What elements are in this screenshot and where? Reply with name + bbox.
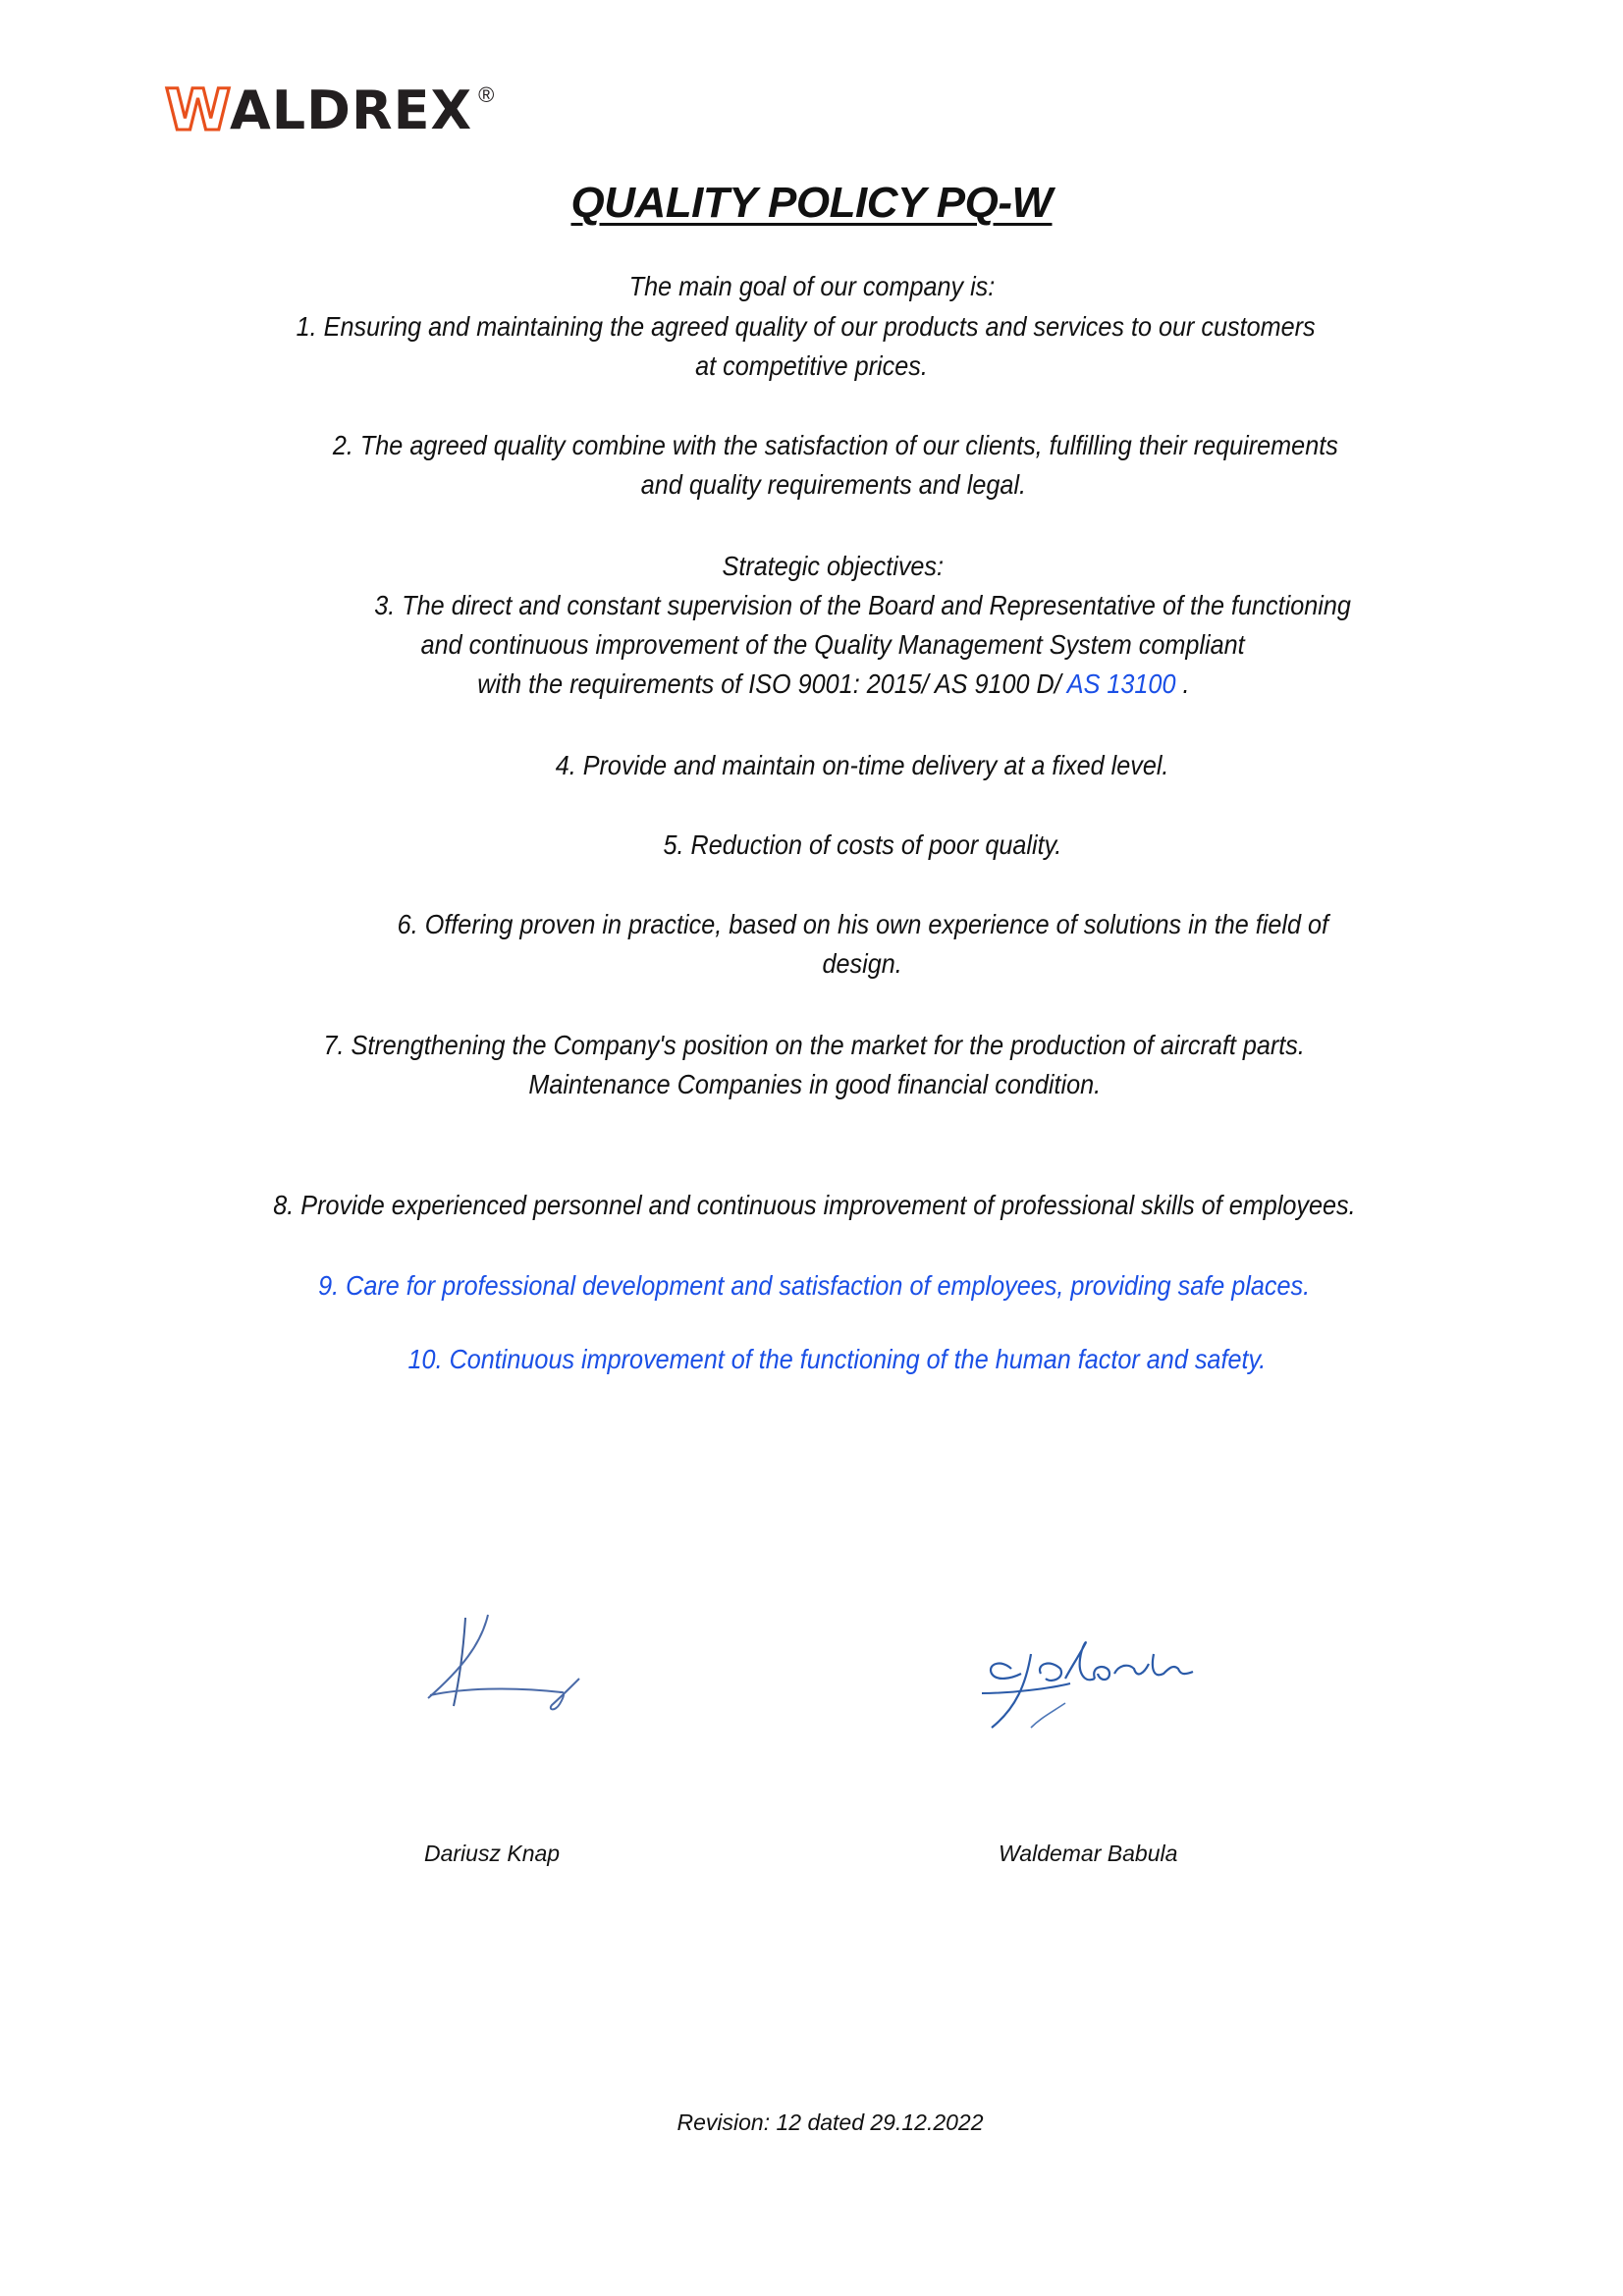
policy-item-4: 4. Provide and maintain on-time delivery at a fixed level. (556, 750, 1169, 780)
signatory-name-1: Dariusz Knap (424, 1841, 561, 1866)
policy-item-3-line-1: 3. The direct and constant supervision of the Board and Representative of the functioning (374, 590, 1351, 620)
strategic-objectives-heading: Strategic objectives: (722, 551, 945, 581)
as13100-highlight: AS 13100 (1066, 668, 1176, 699)
policy-item-3-line-2: and continuous improvement of the Quality Management System compliant (420, 629, 1246, 660)
policy-item-6-line-1: 6. Offering proven in practice, based on his own experience of solutions in the field of (397, 909, 1328, 939)
policy-item-1-line-1: 1. Ensuring and maintaining the agreed quality of our products and services to our customers (296, 311, 1316, 342)
registered-mark: ® (478, 82, 495, 107)
policy-item-8: 8. Provide experienced personnel and continuous improvement of professional skills of employees. (273, 1190, 1356, 1220)
policy-item-3-line-3: with the requirements of ISO 9001: 2015/ AS 9100 D/ AS 13100 . (476, 668, 1190, 699)
revision-footer: Revision: 12 dated 29.12.2022 (676, 2109, 984, 2135)
policy-item-7-line-2: Maintenance Companies in good financial condition. (528, 1069, 1101, 1099)
page-title: QUALITY POLICY PQ-W (570, 179, 1053, 227)
policy-item-9: 9. Care for professional development and satisfaction of employees, providing safe places. (318, 1270, 1311, 1301)
policy-item-5: 5. Reduction of costs of poor quality. (663, 829, 1062, 860)
policy-item-6-line-2: design. (822, 948, 903, 979)
page-title-container (0, 179, 1623, 228)
policy-item-1-line-2: at competitive prices. (695, 350, 928, 381)
policy-item-10: 10. Continuous improvement of the functioning of the human factor and safety. (407, 1344, 1267, 1374)
intro-text: The main goal of our company is: (628, 271, 995, 301)
signature-icon (412, 1610, 609, 1728)
policy-item-7-line-1: 7. Strengthening the Company's position on the market for the production of aircraft parts. (323, 1030, 1306, 1060)
signatory-name-2: Waldemar Babula (999, 1841, 1178, 1866)
policy-item-2-line-2: and quality requirements and legal. (640, 469, 1026, 500)
logo-wordmark: ALDREX (229, 80, 473, 141)
company-logo (165, 77, 495, 143)
policy-item-2-line-1: 2. The agreed quality combine with the satisfaction of our clients, fulfilling their requirements (332, 430, 1338, 460)
logo-w-mark: W (165, 77, 230, 143)
signature-icon (972, 1634, 1237, 1742)
